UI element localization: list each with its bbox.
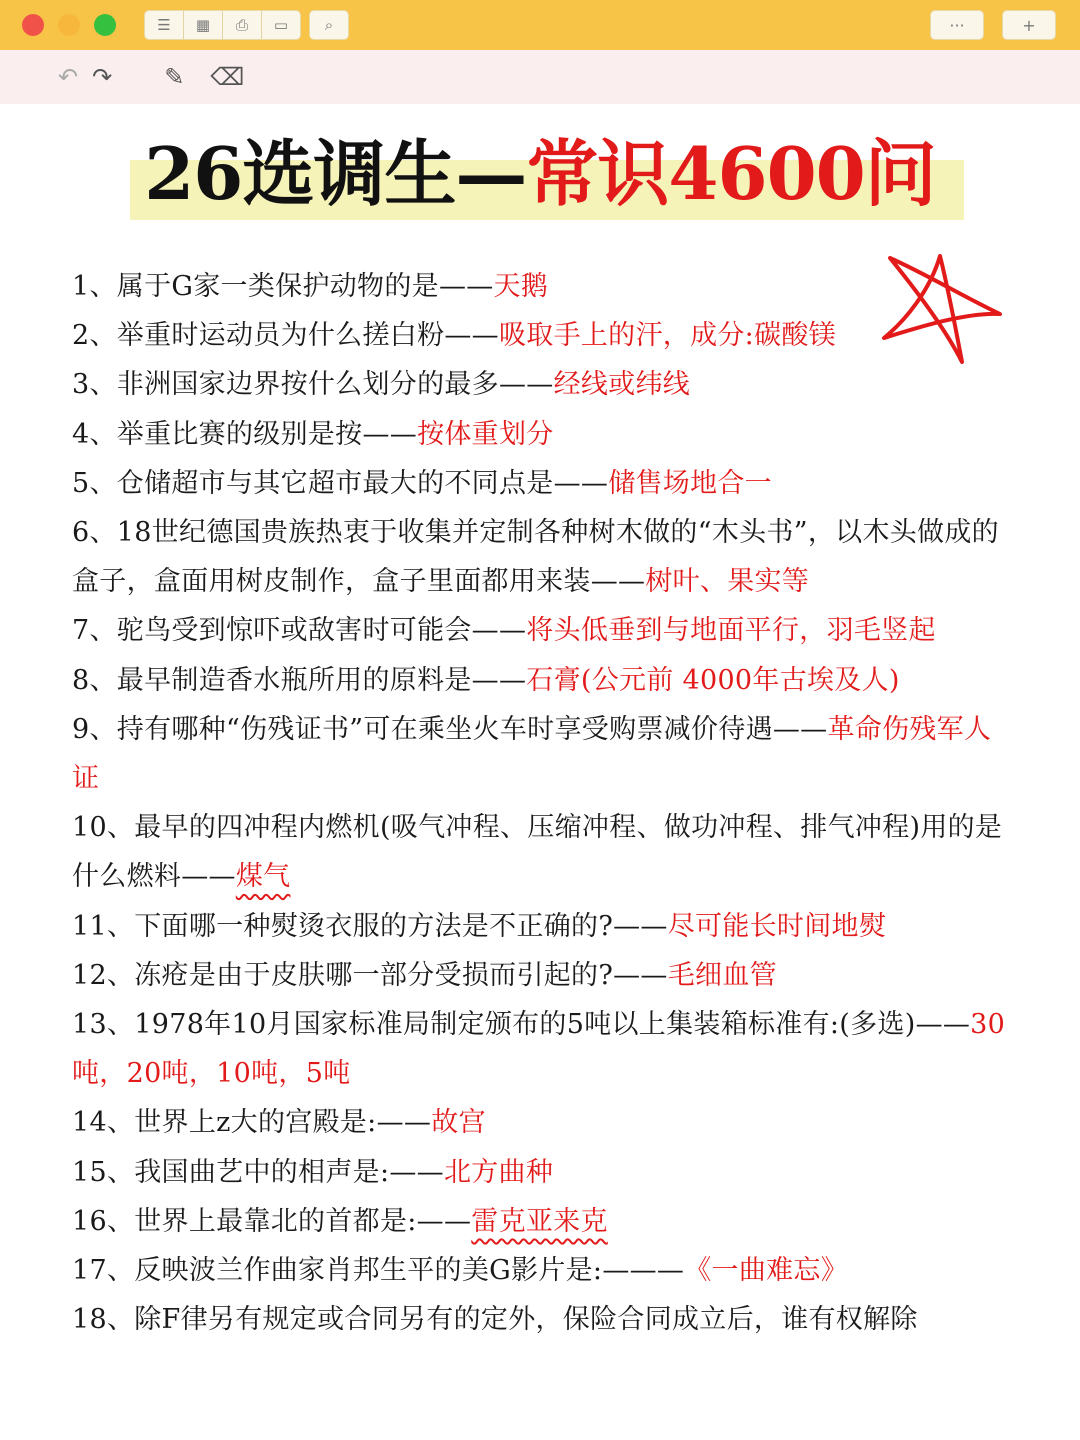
answer-text: 煤气 [235,861,291,893]
answer-text: 树叶、果实等 [645,566,810,598]
window-titlebar [0,0,1080,50]
list-item [72,508,1012,606]
list-icon[interactable]: ☰ [145,11,184,39]
answer-text: 故宫 [431,1107,486,1139]
question-text: 12、冻疮是由于皮肤哪一部分受损而引起的?—— [72,959,668,991]
question-text: 6、18世纪德国贵族热衷于收集并定制各种树木做的“木头书”，以木头做成的盒子，盒面用树皮制作，盒子里面都用来装—— [72,517,999,598]
title-part-1: 26选调生— [144,131,527,216]
minimize-window-button[interactable] [58,14,80,36]
answer-text: 北方曲种 [443,1156,554,1188]
eraser-icon[interactable]: ⌫ [210,63,245,91]
list-item [72,311,1012,360]
page-title [0,126,1080,222]
question-text: 17、反映波兰作曲家肖邦生平的美G影片是:——— [72,1255,685,1287]
add-button[interactable]: + [1002,10,1056,40]
answer-text: 经线或纬线 [553,369,691,401]
question-text: 18、除F律另有规定或合同另有的定外，保险合同成立后，谁有权解除 [72,1304,918,1336]
question-text: 16、世界上最靠北的首都是:—— [72,1205,472,1237]
question-text: 10、最早的四冲程内燃机(吸气冲程、压缩冲程、做功冲程、排气冲程)用的是什么燃料—— [72,812,1003,893]
list-item [72,1197,1012,1246]
answer-text: 毛细血管 [667,959,777,991]
list-item [72,1246,1012,1295]
grid-icon[interactable]: ▦ [184,11,223,39]
list-item [72,410,1012,459]
question-text: 1、属于G家一类保护动物的是—— [72,271,494,302]
list-item [72,902,1012,951]
redo-icon[interactable]: ↷ [92,63,113,91]
qa-list [72,262,1012,1344]
pen-icon[interactable]: ✎ [164,63,185,91]
list-item [72,1295,1012,1344]
title-part-2: 常识4600问 [526,131,936,216]
undo-icon[interactable]: ↶ [58,63,79,91]
answer-text: 储售场地合一 [608,467,772,499]
list-item [72,705,1012,803]
answer-text: 《一曲难忘》 [684,1255,849,1287]
list-item [72,803,1012,901]
question-text: 2、举重时运动员为什么搓白粉—— [72,320,499,352]
question-text: 5、仓储超市与其它超市最大的不同点是—— [72,467,609,499]
question-text: 9、持有哪种“伤残证书”可在乘坐火车时享受购票减价待遇—— [72,713,828,745]
zoom-window-button[interactable] [94,14,116,36]
list-item [72,1098,1012,1147]
question-text: 7、驼鸟受到惊吓或敌害时可能会—— [72,615,527,647]
answer-text: 将头低垂到与地面平行，羽毛竖起 [526,615,936,647]
window-icon[interactable]: ▭ [273,16,289,34]
answer-text: 石膏(公元前 4000年古埃及人) [526,664,900,696]
list-item [72,1148,1012,1197]
drawing-toolbar [0,50,1080,104]
answer-text: 革命伤残军人证 [72,713,992,795]
list-item [72,262,1012,311]
list-item [72,606,1012,655]
question-text: 15、我国曲艺中的相声是:—— [72,1156,444,1188]
answer-text: 按体重划分 [417,418,554,450]
list-item [72,459,1012,508]
answer-text: 天鹅 [493,271,549,302]
list-item [72,360,1012,409]
list-item [72,1000,1012,1098]
question-text: 4、举重比赛的级别是按—— [72,418,418,450]
answer-text: 雷克亚来克 [471,1205,608,1237]
question-text: 11、下面哪一种熨烫衣服的方法是不正确的?—— [72,910,668,942]
search-icon[interactable]: ⌕ [309,10,349,40]
close-window-button[interactable] [22,14,44,36]
question-text: 3、非洲国家边界按什么划分的最多—— [72,369,554,401]
window-controls [22,14,116,36]
list-item [72,656,1012,705]
question-text: 8、最早制造香水瓶所用的原料是—— [72,664,527,696]
titlebar-right-actions [930,10,1056,40]
question-text: 14、世界上z大的宫殿是:—— [72,1107,432,1139]
question-text: 13、1978年10月国家标准局制定颁布的5吨以上集装箱标准有:(多选)—— [72,1009,971,1041]
answer-text: 尽可能长时间地熨 [667,910,887,942]
book-icon[interactable]: ⎙ [223,11,262,39]
answer-text: 吸取手上的汗，成分:碳酸镁 [498,320,836,352]
answer-text: 30吨，20吨，10吨，5吨 [72,1009,1006,1090]
list-item [72,951,1012,1000]
more-button[interactable]: ··· [930,10,984,40]
view-toolbar [144,10,301,40]
